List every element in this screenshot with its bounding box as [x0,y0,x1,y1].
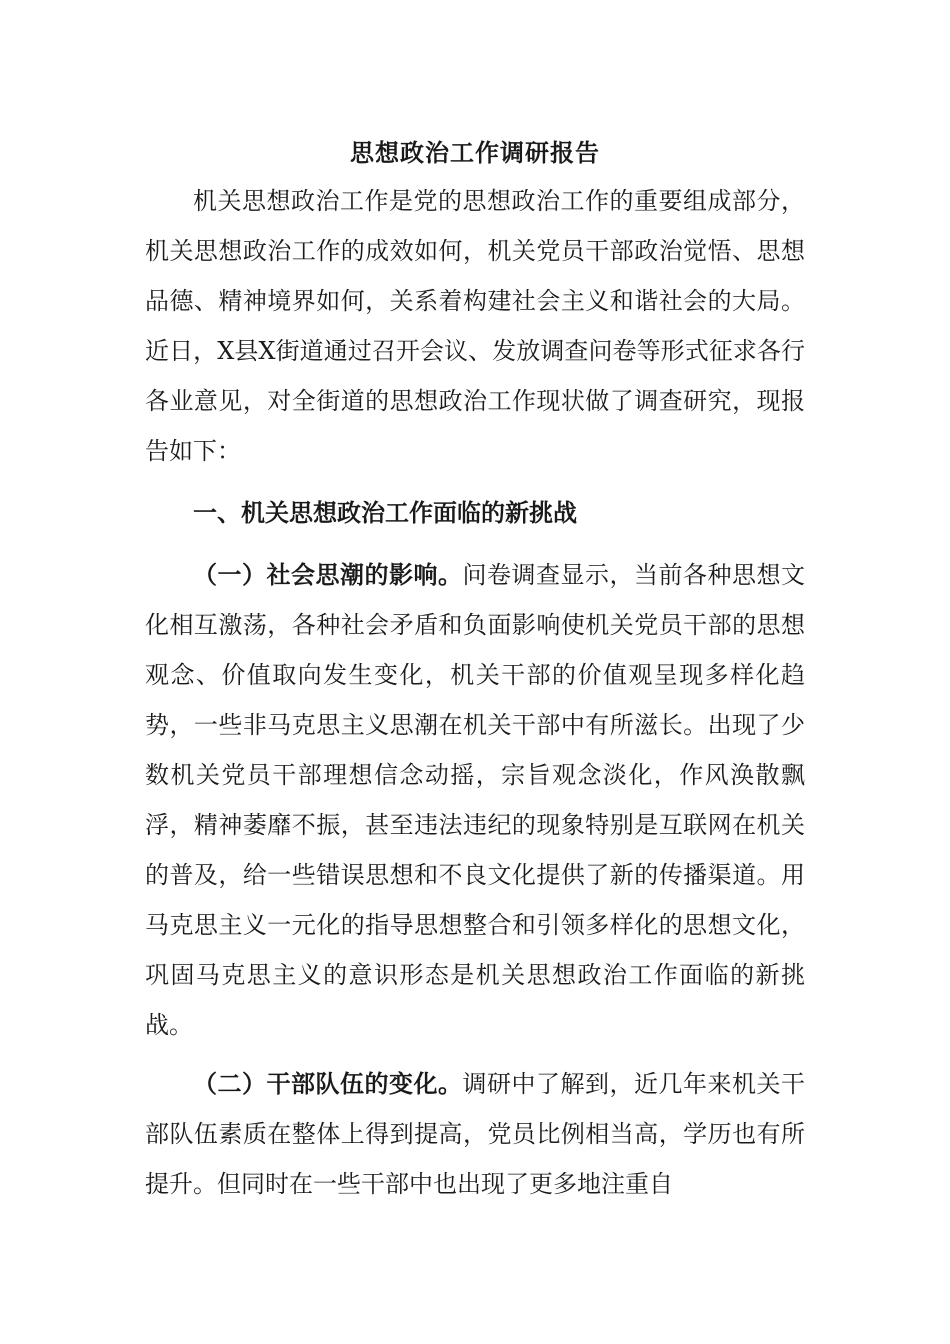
paragraph-cadre-changes-text: 调研中了解到，近几年来机关干部队伍素质在整体上得到提高，党员比例相当高，学历也有所提升。但同时在一些干部中也出现了更多地注重自 [145,1070,805,1198]
paragraph-social-trends [145,550,805,1050]
paragraph-cadre-changes [145,1059,805,1209]
intro-paragraph: 机关思想政治工作是党的思想政治工作的重要组成部分，机关思想政治工作的成效如何，机关党员干部政治觉悟、思想品德、精神境界如何，关系着构建社会主义和谐社会的大局。近日，X县X街道通过召开会议、发放调查问卷等形式征求各行各业意见，对全街道的思想政治工作现状做了调查研究，现报告如下： [145,187,805,465]
subheading-social-trends: （一）社会思潮的影响。 [193,560,463,589]
paragraph-social-trends-text: 问卷调查显示，当前各种思想文化相互激荡，各种社会矛盾和负面影响使机关党员干部的思想观念、价值取向发生变化，机关干部的价值观呈现多样化趋势，一些非马克思主义思潮在机关干部中有所滋长。出现了少数机关党员干部理想信念动摇，宗旨观念淡化，作风涣散飘浮，精神萎靡不振，甚至违法违纪的现象特别是互联网在机关的普及，给一些错误思想和不良文化提供了新的传播渠道。用马克思主义一元化的指导思想整合和引领多样化的思想文化，巩固马克思主义的意识形态是机关思想政治工作面临的新挑战。 [145,561,805,1039]
subheading-cadre-changes: （二）干部队伍的变化。 [193,1069,463,1098]
section-heading: 一、机关思想政治工作面临的新挑战 [193,498,577,527]
document-title: 思想政治工作调研报告 [350,138,600,167]
